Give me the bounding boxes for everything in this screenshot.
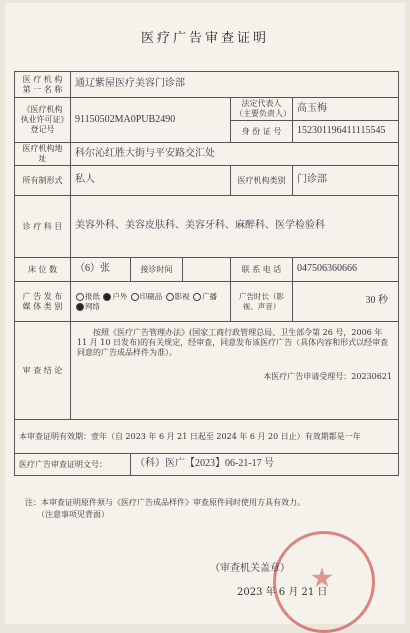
media-checkbox-film[interactable]	[166, 293, 174, 301]
certificate-number-label: 医疗广告审查证明文号：	[15, 454, 131, 476]
official-seal-icon	[273, 531, 375, 633]
media-checkbox-radio[interactable]	[193, 293, 201, 301]
institution-name-label: 医 疗 机 构 第 一 名 称	[15, 72, 71, 98]
media-option-newspaper: 报纸	[85, 292, 100, 302]
media-label: 广 告 发 布 媒 体 类 别	[15, 282, 71, 322]
footnote-note: 注：本审查证明原件须与《医疗广告成品样件》审查原件同时使用方具有效力。	[25, 498, 305, 507]
license-value: 91150502MA0PUB2490	[71, 98, 231, 143]
id-number-label: 身 份 证 号	[231, 121, 293, 143]
media-checkbox-print[interactable]	[131, 293, 139, 301]
duration-label: 广告时长（影视、声音）	[231, 282, 293, 322]
phone-value: 047506360666	[293, 258, 399, 282]
media-checkbox-internet[interactable]	[76, 303, 84, 311]
media-option-print: 印刷品	[139, 292, 163, 302]
subjects-label: 诊 疗 科 目	[15, 196, 71, 258]
license-label: 《医疗机构执业许可证》登记号	[15, 98, 71, 143]
hours-value	[183, 258, 231, 282]
address-label: 医疗机构地址	[15, 143, 71, 166]
conclusion-label: 审 查 结 论	[15, 322, 71, 420]
ownership-label: 所有制形式	[15, 166, 71, 196]
document-page	[5, 3, 405, 624]
institution-name-value: 通辽紫屋医疗美容门诊部	[71, 72, 399, 98]
beds-label: 床 位 数	[15, 258, 71, 282]
media-checkbox-outdoor[interactable]	[103, 293, 111, 301]
authority-stamp-label: （审查机关盖章）	[210, 563, 290, 574]
media-option-film: 影视	[174, 292, 190, 302]
hours-label: 接诊时间	[131, 258, 183, 282]
footnote	[25, 497, 305, 521]
phone-label: 联 系 电 话	[231, 258, 293, 282]
media-option-internet: 网络	[85, 301, 100, 311]
legal-rep-label: 法定代表人（主要负责人）	[231, 98, 293, 121]
beds-value: （6）张	[71, 258, 131, 282]
subjects-value: 美容外科、美容皮肤科、美容牙科、麻醉科、医学检验科	[71, 196, 399, 258]
id-number-value: 152301196411115545	[293, 121, 399, 143]
footnote-see-back: （注意事项见背面）	[37, 510, 109, 519]
conclusion-text: 按照《医疗广告管理办法》(国家工商行政管理总局、卫生部令第 26 号，2006 年 11 月 10 日发布)的有关规定，经审查，同意发布该医疗广告（具体内容和形式以经审查同意的广告成品样件为准）。	[77, 328, 389, 357]
media-options	[71, 282, 231, 322]
duration-value: 30 秒	[293, 282, 399, 322]
media-option-radio: 广播	[202, 292, 218, 302]
ownership-value: 私人	[71, 166, 231, 196]
address-value: 科尔沁红胜大街与平安路交汇处	[71, 143, 399, 166]
document-title: 医疗广告审查证明	[140, 31, 269, 46]
category-value: 门诊部	[293, 166, 399, 196]
category-label: 医疗机构类别	[231, 166, 293, 196]
issue-date: 2023 年 6 月 21 日	[237, 587, 328, 598]
legal-rep-value: 高玉梅	[293, 98, 399, 121]
approval-number: 本医疗广告申请受理号：20230621	[263, 372, 393, 381]
media-option-outdoor: 户外	[112, 292, 128, 302]
validity-text: 本审查证明有效期：壹年（自 2023 年 6 月 21 日起至 2024 年 6 月 20 日止）有效期都是一年	[15, 420, 399, 454]
certificate-number-value: （科）医广【2023】06-21-17 号	[131, 454, 399, 476]
certificate-table	[14, 71, 399, 476]
media-checkbox-newspaper[interactable]	[76, 293, 84, 301]
